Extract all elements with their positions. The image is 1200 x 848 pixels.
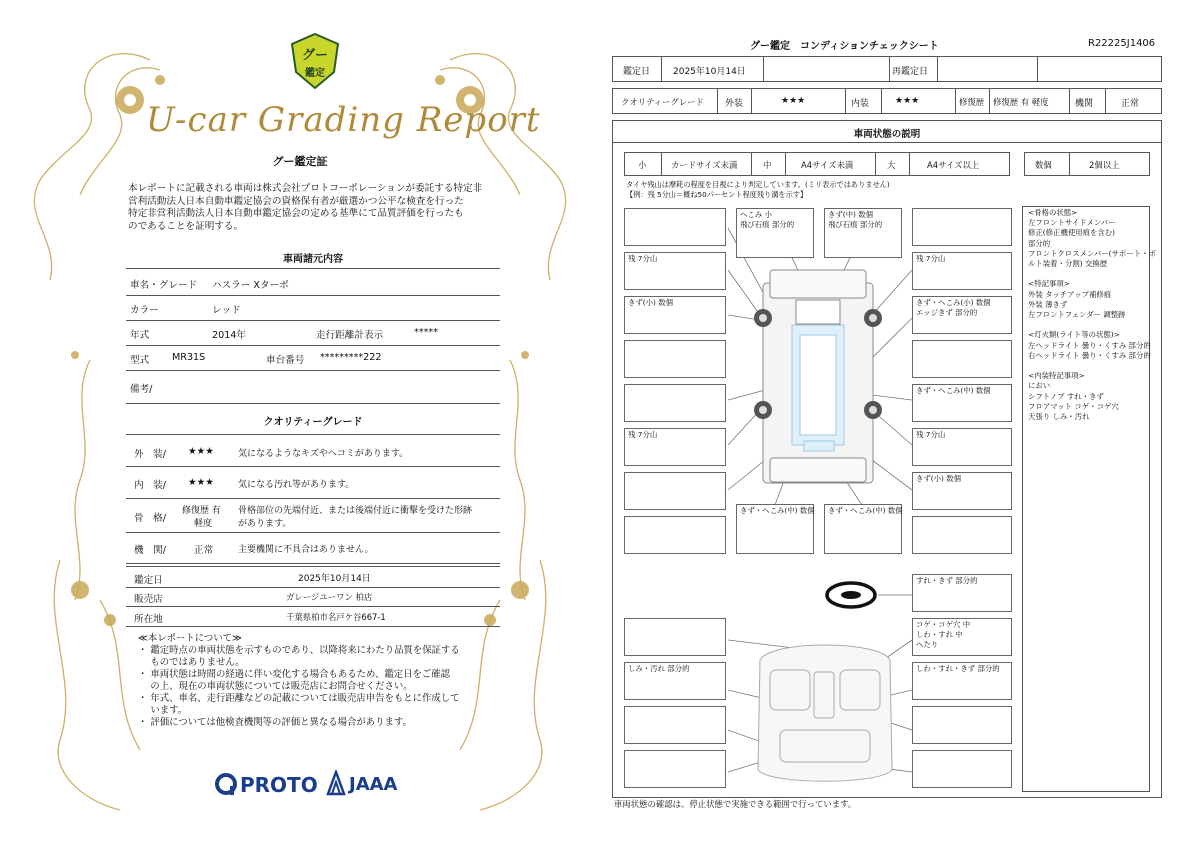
quality-desc: 主要機関に不具合はありません。: [238, 545, 374, 555]
condition-box: [624, 750, 726, 788]
condition-box-seat: コゲ・コゲ穴 中 しわ・すれ 中 へたり: [912, 618, 1012, 656]
quality-label: クオリティーグレード: [621, 97, 704, 107]
location-label: 所在地: [134, 614, 163, 625]
condition-box-front-left: へこみ 小 飛び石痕 部分的: [736, 208, 814, 258]
quality-row-engine: [126, 533, 500, 564]
quality-heading: クオリティーグレード: [263, 417, 363, 428]
count-label: 数個: [1035, 160, 1052, 170]
quality-row-exterior: [126, 436, 500, 467]
condition-box: [624, 472, 726, 510]
reappraisal-label: 再鑑定日: [892, 67, 929, 77]
spec-value: ハスラー Xターボ: [212, 280, 289, 291]
note-line: <骨格の状態>: [1028, 208, 1078, 217]
quality-desc: 気になるようなキズやヘコミがあります。: [238, 449, 409, 459]
condition-box-right-rear-tire: 残 7分山: [912, 428, 1012, 466]
quality-label: 骨 格/: [134, 513, 167, 524]
condition-box-rear-right: きず・へこみ(中) 数個: [824, 504, 902, 554]
condition-box-right-rear: きず(小) 数個: [912, 472, 1012, 510]
shop-label: 販売店: [134, 594, 163, 605]
quality-desc: があります。: [238, 519, 292, 529]
condition-box-interior-right: しわ・すれ・きず 部分的: [912, 662, 1012, 700]
spec-value: *********222: [320, 352, 382, 363]
size-large: 大: [887, 160, 896, 170]
jaaa-logo-icon: [326, 770, 346, 796]
condition-box-left-front-tire: 残 7分山: [624, 252, 726, 290]
quality-row-frame: [126, 499, 500, 533]
proto-brand: PROTO: [240, 773, 318, 797]
certificate-subtitle: グー鑑定証: [272, 155, 328, 168]
certification-text: [128, 183, 498, 233]
note-line: <灯火類(ライト等の状態)>: [1028, 330, 1120, 340]
engine-label: 機関: [1075, 99, 1094, 109]
condition-box: [624, 516, 726, 554]
notes-title: ≪本レポートについて≫: [138, 633, 242, 644]
goo-kantei-badge-icon: [288, 32, 342, 92]
report-notes: [138, 633, 498, 729]
note-line: 右ヘッドライト 曇り・くすみ 部分的: [1028, 350, 1151, 360]
appraisal-date-row: [126, 566, 500, 588]
location-value: 千葉県柏市名戸ケ谷667-1: [286, 612, 386, 622]
note-line: 修正(修正機使用痕を含む): [1028, 228, 1116, 238]
interior-label: 内装: [851, 99, 870, 109]
quality-row-interior: [126, 467, 500, 499]
divider: [126, 268, 500, 269]
condition-check-sheet: [600, 0, 1200, 848]
exterior-value: ★★★: [781, 96, 806, 106]
spec-row-name: [126, 270, 500, 296]
count-desc: 2個以上: [1089, 160, 1120, 170]
spec-label: 年式: [130, 330, 150, 341]
shop-value: ガレージユーワン 柏店: [286, 592, 373, 602]
exterior-label: 外装: [725, 99, 744, 109]
spec-value: レッド: [212, 305, 241, 316]
condition-box-right-mid: きず・へこみ(中) 数個: [912, 384, 1012, 422]
date-label: 鑑定日: [134, 575, 163, 586]
shop-row: [126, 587, 500, 607]
location-row: [126, 607, 500, 627]
spec-row-model: [126, 346, 500, 371]
section-title: 車両状態の説明: [853, 129, 921, 140]
svg-text:鑑定: 鑑定: [305, 68, 325, 79]
note-line: <内装特記事項>: [1028, 371, 1085, 381]
spec-value: 2014年: [212, 330, 247, 341]
sheet-code: R22225J1406: [1088, 38, 1156, 49]
divider: [126, 434, 500, 435]
condition-box: [624, 706, 726, 744]
note-line: 部分的: [1028, 238, 1051, 248]
note-line: 外装 薄きず: [1028, 299, 1068, 309]
date-value: 2025年10月14日: [673, 67, 746, 77]
condition-box: [912, 208, 1012, 246]
spec-label: 備考/: [130, 384, 153, 395]
spec-label: 型式: [130, 355, 150, 366]
size-small-desc: カードサイズ未満: [671, 160, 738, 170]
spec-row-color: [126, 296, 500, 321]
condition-box: [624, 384, 726, 422]
condition-box-rear-left: きず・へこみ(中) 数個: [736, 504, 814, 554]
date-value: 2025年10月14日: [298, 574, 371, 584]
condition-box-left-front: きず(小) 数個: [624, 296, 726, 334]
repair-label: 修復歴: [959, 97, 985, 107]
note-line: 左フロントサイドメンバー: [1028, 218, 1116, 228]
steering-wheel-icon: [827, 583, 875, 607]
condition-box: [912, 706, 1012, 744]
spec-row-remarks: [126, 371, 500, 404]
spec-label: 走行距離計表示: [316, 330, 384, 341]
condition-box-right-front-tire: 残 7分山: [912, 252, 1012, 290]
note-line: ・ 年式、車名、走行距離などの記載については販売店申告をもとに作成して: [138, 693, 460, 704]
size-large-desc: A4サイズ以上: [927, 160, 980, 170]
sheet-title: グー鑑定 コンディションチェックシート: [750, 41, 939, 52]
note-line: フロントクロスメンバー(サポート・ボ: [1028, 248, 1156, 258]
spec-label: 車名・グレード: [130, 280, 198, 291]
quality-desc: 骨格部位の先端付近、または後端付近に衝撃を受けた形跡: [238, 506, 473, 516]
condition-box: [912, 340, 1012, 378]
quality-label: 内 装/: [134, 480, 167, 491]
spec-label: カラー: [130, 305, 159, 316]
condition-box-right-front: きず・へこみ(小) 数個 エッジきず 部分的: [912, 296, 1012, 334]
quality-grade: ★★★: [188, 477, 214, 488]
condition-box-interior-left: しみ・汚れ 部分的: [624, 662, 726, 700]
interior-value: ★★★: [895, 96, 920, 106]
tire-note: 【例：残 5分山＝概ね50パーセント程度残り溝を示す】: [626, 190, 808, 199]
condition-box: [624, 340, 726, 378]
note-line: 左フロントフェンダー 調整跡: [1028, 310, 1126, 320]
quality-grade: 修復歴 有: [182, 506, 221, 516]
cert-line: 本レポートに記載される車両は株式会社プロトコーポレーションが委託する特定非: [128, 183, 483, 194]
date-label: 鑑定日: [623, 67, 651, 77]
spec-row-year: [126, 321, 500, 346]
cert-line: のであることを証明する。: [128, 220, 244, 232]
condition-box: [912, 750, 1012, 788]
condition-box: [624, 208, 726, 246]
quality-grade: 軽度: [194, 519, 213, 529]
tire-note: タイヤ残山は摩耗の程度を目視により判定しています。(ミリ表示ではありません): [626, 180, 890, 189]
note-line: います。: [138, 705, 188, 716]
note-line: 外装 タッチアップ補修痕: [1028, 289, 1112, 299]
cert-line: 特定非営利活動法人日本自動車鑑定協会の定める基準にて品質評価を行ったも: [128, 208, 464, 219]
condition-box-front-right: きず(中) 数個 飛び石痕 部分的: [824, 208, 902, 258]
quality-desc: 気になる汚れ等があります。: [238, 480, 355, 490]
quality-label: 外 装/: [134, 449, 167, 460]
condition-box-left-rear-tire: 残 7分山: [624, 428, 726, 466]
car-top-view: [763, 270, 873, 483]
spec-value: *****: [414, 327, 438, 338]
note-line: 左ヘッドライト 曇り・くすみ 部分的: [1028, 340, 1151, 350]
car-interior-view: [758, 645, 892, 781]
proto-logo-icon: [214, 772, 238, 796]
note-line: ・ 鑑定時点の車両状態を示すものであり、以降将来にわたり品質を保証する: [138, 645, 460, 656]
spec-value: MR31S: [172, 352, 206, 363]
note-line: <特記事項>: [1028, 279, 1070, 289]
cert-line: 営利活動法人日本自動車鑑定協会の資格保有者が厳選かつ公平な検査を行った: [128, 195, 464, 207]
note-line: フロアマット コゲ・コゲ穴: [1028, 401, 1119, 411]
note-line: シフトノブ すれ・きず: [1028, 391, 1104, 401]
spec-heading: 車両諸元内容: [283, 254, 343, 265]
svg-text:グー: グー: [301, 48, 329, 63]
note-line: の上、現在の車両状態については販売店にお問合せください。: [138, 681, 413, 692]
size-mid-desc: A4サイズ未満: [801, 160, 854, 170]
quality-grade: 正常: [194, 545, 214, 556]
report-title: U-car Grading Report: [146, 100, 541, 140]
repair-value: 修復歴 有 軽度: [993, 97, 1049, 107]
note-line: におい: [1028, 381, 1051, 391]
note-line: ・ 車両状態は時間の経過に伴い変化する場合もあるため、鑑定日をご確認: [138, 669, 450, 680]
sheet-footer: 車両状態の確認は、停止状態で実施できる範囲で行っています。: [614, 799, 857, 809]
spec-label: 車台番号: [266, 355, 305, 366]
size-mid: 中: [763, 160, 772, 170]
note-line: 天張り しみ・汚れ: [1028, 412, 1090, 422]
condition-box: [912, 516, 1012, 554]
note-line: ・ 評価については他検査機関等の評価と異なる場合があります。: [138, 717, 412, 728]
size-small: 小: [638, 160, 647, 170]
quality-label: 機 関/: [134, 545, 167, 556]
note-line: ものではありません。: [138, 657, 245, 668]
quality-grade: ★★★: [188, 446, 214, 457]
jaaa-brand: JAAA: [349, 774, 398, 795]
condition-box: [624, 618, 726, 656]
engine-value: 正常: [1121, 99, 1140, 109]
condition-box-steering: すれ・きず 部分的: [912, 574, 1012, 612]
note-line: ルト装着・分割) 交換歴: [1028, 259, 1108, 269]
